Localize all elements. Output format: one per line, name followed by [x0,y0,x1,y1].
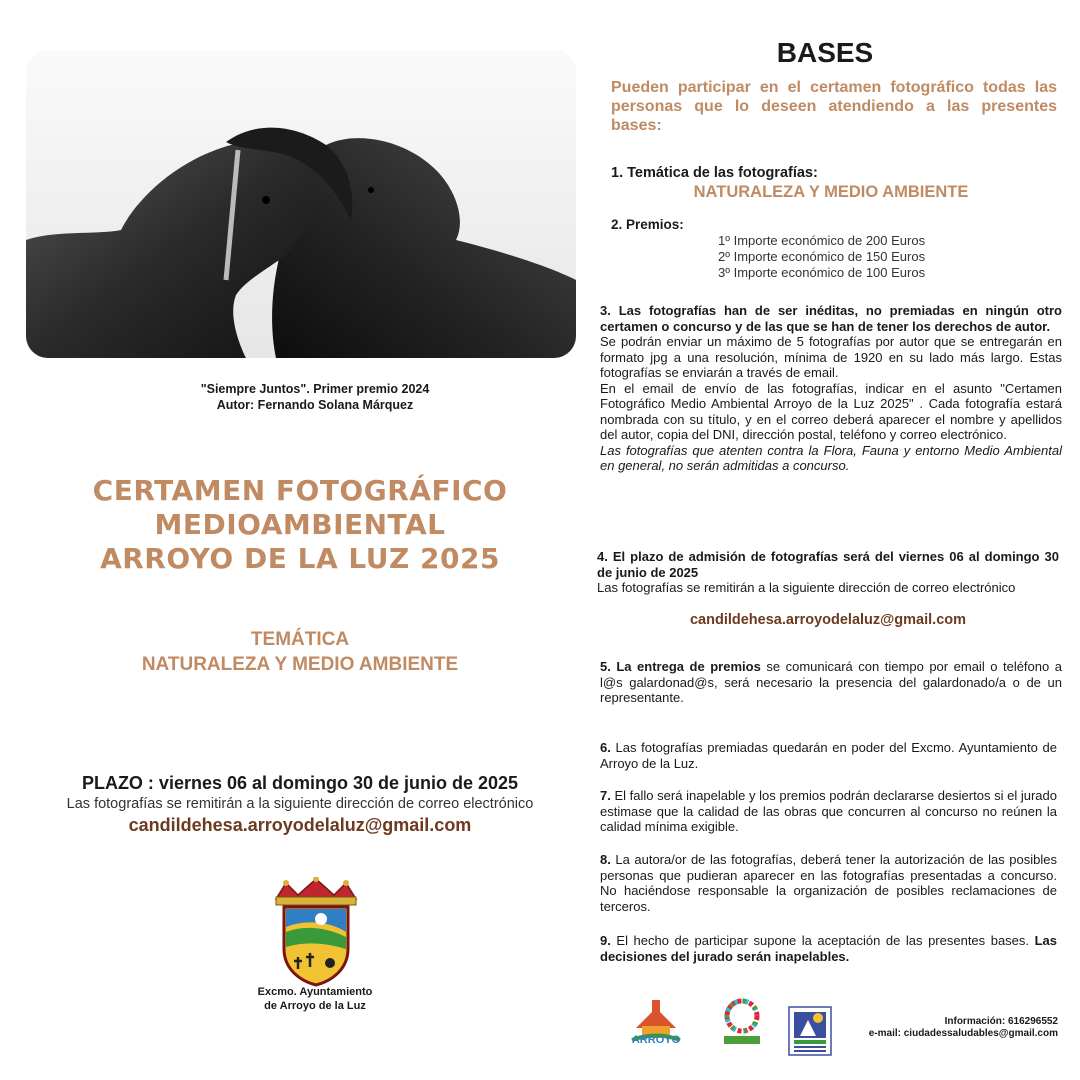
sdg-logo [722,998,762,1048]
contest-title-line2: MEDIOAMBIENTAL [154,508,446,541]
arroyo-logo-text: ARROYO [631,1034,681,1046]
rule-9 [600,933,1057,964]
bases-intro: Pueden participar en el certamen fotográfico todas las personas que lo deseen atendiendo a las presentes bases: [611,79,1057,134]
rule-2-heading: 2. Premios: [611,217,684,232]
rule-7-text: El fallo será inapelable y los premios podrán declararse desiertos si el jurado estimase que la calidad de las obras que concurren al concurso no reúnen la calidad mínima exigible. [600,788,1057,834]
photo-caption [140,381,490,413]
contact-info [836,1016,1058,1040]
theme-block [90,627,510,677]
prize-list [718,233,925,281]
rule-4-email[interactable]: candildehesa.arroyodelaluz@gmail.com [689,612,967,628]
deadline-block [20,771,580,837]
contest-title [60,474,540,576]
rule-1-theme: NATURALEZA Y MEDIO AMBIENTE [693,183,969,201]
contest-title-line1: CERTAMEN FOTOGRÁFICO [92,474,508,507]
horses-photo-illustration [26,50,576,358]
healthy-cities-icon [788,1006,832,1056]
rule-5-text: se comunicará con tiempo por email o teléfono a l@s galardonad@s, será necesario la presencia del galardonado/a o de un representante. [600,659,1062,705]
rule-7-number: 7. [600,788,611,803]
rule-9-number: 9. [600,933,611,948]
rule-3-paragraph-1: Se podrán enviar un máximo de 5 fotografías por autor que se entregarán en formato jpg a una resolución, mínima de 1920 en su lado más largo. Estas fotografías se enviarán a través de email. [600,334,1062,380]
rule-4-heading: 4. El plazo de admisión de fotografías será del viernes 06 al domingo 30 de junio de 2025 [597,549,1059,580]
prize-second: 2º Importe económico de 150 Euros [718,249,926,264]
theme-label: TEMÁTICA [250,629,350,650]
winning-photo [26,50,576,358]
organization-name [230,985,400,1013]
coat-of-arms-icon [246,877,386,987]
prize-first: 1º Importe económico de 200 Euros [718,233,926,248]
bases-title: BASES [776,37,874,68]
rule-4-text: Las fotografías se remitirán a la siguiente dirección de correo electrónico [597,580,1016,595]
organization-name-line1: Excmo. Ayuntamiento [257,986,373,998]
arroyo-town-icon [628,996,684,1056]
rule-6-text: Las fotografías premiadas quedarán en poder del Excmo. Ayuntamiento de Arroyo de la Luz. [600,740,1057,771]
caption-author: Autor: Fernando Solana Márquez [216,398,414,412]
organization-name-line2: de Arroyo de la Luz [264,1000,366,1012]
rule-6 [600,740,1057,771]
rule-3-heading: 3. Las fotografías han de ser inéditas, no premiadas en ningún otro certamen o concurso y de las que se han de tener los derechos de autor. [600,303,1062,334]
rule-8-text: La autora/or de las fotografías, deberá tener la autorización de las posibles personas que pudieran aparecer en las fotografías presentadas a concurso. No haciéndose responsable la organización de posibles reclamaciones de terceros. [600,852,1057,914]
sdg-wheel-icon [722,998,762,1048]
caption-title: "Siempre Juntos". Primer premio 2024 [200,382,430,396]
theme-value: NATURALEZA Y MEDIO AMBIENTE [141,654,459,675]
rule-3 [600,303,1062,474]
deadline-title: PLAZO : viernes 06 al domingo 30 de junio de 2025 [81,773,519,793]
healthy-cities-logo [788,1006,832,1056]
contact-email[interactable]: e-mail: ciudadessaludables@gmail.com [868,1028,1058,1039]
prize-third: 3º Importe económico de 100 Euros [718,265,926,280]
rule-3-paragraph-2: En el email de envío de las fotografías, indicar en el asunto "Certamen Fotográfico Medio Ambiental Arroyo de la Luz 2025" . Cada fotografía estará nombrada con su título, y en el correo deberá aparecer el nombre y apellidos del autor, copia del DNI, dirección postal, teléfono y correo electrónico. [600,380,1062,442]
rule-1-heading: 1. Temática de las fotografías: [611,165,818,181]
rule-8-number: 8. [600,852,611,867]
rule-5-heading: 5. La entrega de premios [600,659,761,674]
rule-3-note: Las fotografías que atenten contra la Flora, Fauna y entorno Medio Ambiental en general, no serán admitidas a concurso. [600,442,1062,473]
arroyo-logo [628,996,684,1056]
contest-title-line3: ARROYO DE LA LUZ 2025 [100,542,500,575]
rule-6-number: 6. [600,740,611,755]
rule-8 [600,852,1057,914]
rule-7 [600,788,1057,835]
contact-phone: Información: 616296552 [944,1016,1058,1027]
rule-9-text: El hecho de participar supone la aceptación de las presentes bases. [610,933,1035,948]
rule-5 [600,659,1062,706]
deadline-instructions: Las fotografías se remitirán a la siguiente dirección de correo electrónico [66,796,534,812]
rule-4 [597,549,1059,596]
submission-email[interactable]: candildehesa.arroyodelaluz@gmail.com [128,815,472,835]
rule-9-closing: Las decisiones del jurado serán inapelables. [600,933,1057,964]
